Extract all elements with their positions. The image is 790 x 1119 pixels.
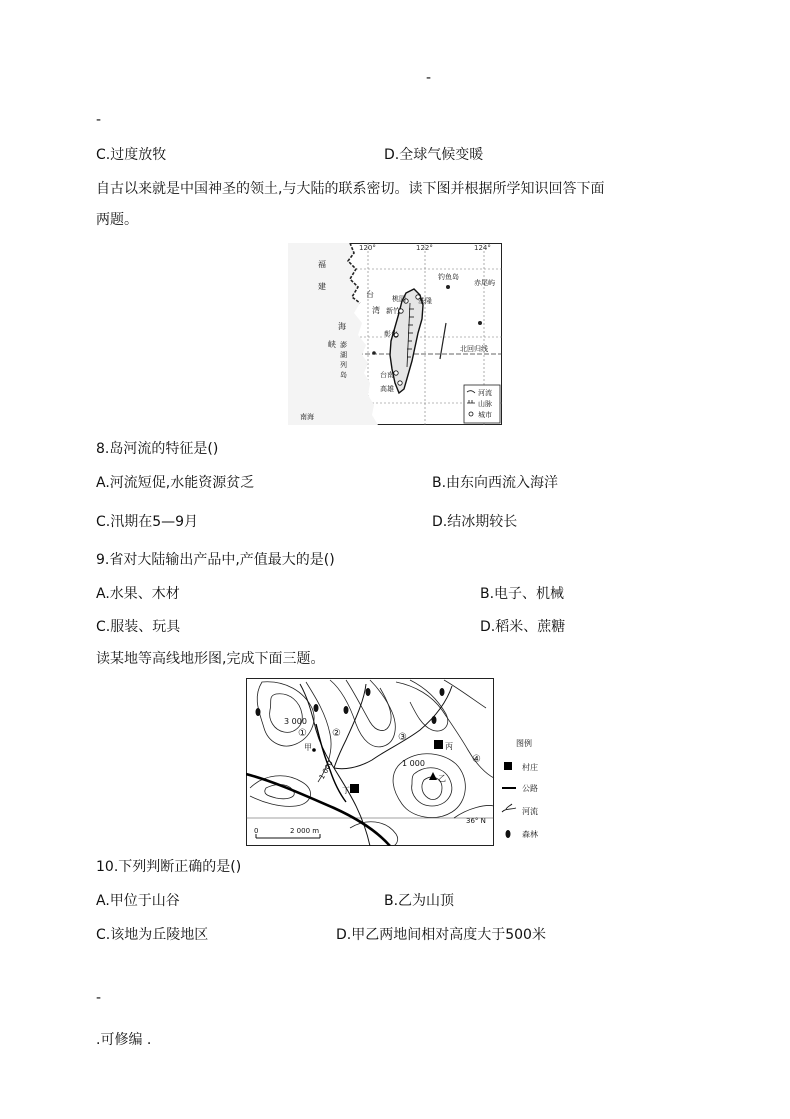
legend-village-symbol	[504, 762, 512, 770]
label-strait: 湾	[372, 306, 380, 315]
q8-stem: 8.岛河流的特征是()	[96, 441, 219, 457]
forest-symbol	[256, 708, 261, 716]
legend-city: 城市	[478, 411, 492, 419]
label-ding: 丁	[342, 786, 350, 795]
header-mark: -	[426, 70, 432, 86]
label-yi: 乙	[438, 774, 446, 783]
q10-stem: 10.下列判断正确的是()	[96, 859, 242, 875]
label-river-3: ③	[398, 732, 407, 743]
city-gaoxiong-marker	[398, 381, 402, 385]
scale-distance: 2 000 m	[290, 827, 320, 835]
city-tainan-marker	[394, 371, 398, 375]
label-diaoyu: 钓鱼岛	[438, 273, 459, 281]
lon-label: 122°	[416, 244, 433, 252]
q9-option-b: B.电子、机械	[480, 586, 565, 602]
island-diaoyu	[446, 285, 450, 289]
village-bing	[434, 740, 443, 749]
q9-option-d: D.稻米、蔗糖	[480, 619, 566, 635]
label-fujian: 福	[318, 260, 326, 269]
q8-option-d: D.结冰期较长	[432, 514, 518, 530]
label-river-1: ①	[298, 728, 307, 739]
island-chiwei	[478, 321, 482, 325]
intro-contour: 读某地等高线地形图,完成下面三题。	[96, 651, 325, 667]
label-river-2: ②	[332, 728, 341, 739]
label-strait: 台	[366, 290, 374, 299]
point-jia	[312, 748, 316, 752]
q8-option-b: B.由东向西流入海洋	[432, 475, 559, 491]
label-xinzhu: 新竹	[386, 307, 400, 315]
scale-zero: 0	[254, 827, 259, 835]
label-penghu: 湖	[340, 351, 347, 359]
label-tainan: 台南	[380, 371, 394, 379]
legend-road: 公路	[522, 784, 538, 793]
label-zhanghua: 彰化	[384, 330, 398, 338]
penghu-islands	[372, 351, 376, 355]
label-fujian: 建	[318, 282, 326, 291]
q9-option-c: C.服装、玩具	[96, 619, 181, 635]
contour-label-1000-road: 1 000	[317, 759, 335, 781]
label-penghu: 澎	[340, 341, 347, 349]
legend-title: 图例	[516, 739, 532, 748]
contour-label-3000: 3 000	[284, 717, 307, 726]
footer-mark: -	[96, 990, 102, 1006]
footer-editable: .可修编 .	[96, 1032, 152, 1048]
intro-line-2: 两题。	[96, 212, 138, 228]
intro-line-1: 自古以来就是中国神圣的领土,与大陆的联系密切。读下图并根据所学知识回答下面	[96, 181, 605, 197]
label-latitude: 36° N	[466, 817, 486, 825]
q9-stem: 9.省对大陆输出产品中,产值最大的是()	[96, 552, 335, 568]
label-strait: 海	[338, 322, 346, 331]
label-taoyuan: 桃园	[392, 295, 406, 303]
top-mark: -	[96, 112, 102, 128]
q7-option-c: C.过度放牧	[96, 147, 167, 163]
label-jilong: 基隆	[418, 297, 432, 305]
label-nanhai: 南海	[300, 413, 314, 421]
legend-river: 河流	[478, 389, 492, 397]
q10-option-d: D.甲乙两地间相对高度大于500米	[336, 927, 546, 943]
q8-option-c: C.汛期在5—9月	[96, 514, 199, 530]
forest-symbol	[344, 706, 349, 714]
lon-label: 124°	[474, 244, 491, 252]
q10-option-a: A.甲位于山谷	[96, 893, 180, 909]
legend-river-symbol	[502, 804, 516, 812]
label-penghu: 列	[340, 361, 347, 369]
label-gaoxiong: 高雄	[380, 385, 394, 393]
forest-symbol	[366, 688, 371, 696]
q7-option-d: D.全球气候变暖	[384, 147, 484, 163]
label-penghu: 岛	[340, 371, 347, 379]
legend-city-symbol	[469, 412, 473, 416]
forest-symbol	[432, 716, 437, 724]
contour-map	[246, 678, 556, 846]
label-tropic: 北回归线	[460, 345, 488, 353]
forest-symbol	[440, 688, 445, 696]
q10-option-c: C.该地为丘陵地区	[96, 927, 209, 943]
forest-symbol	[314, 704, 319, 712]
legend-forest: 森林	[522, 830, 538, 839]
label-bing: 丙	[445, 742, 453, 751]
q9-option-a: A.水果、木材	[96, 586, 180, 602]
q8-option-a: A.河流短促,水能资源贫乏	[96, 475, 255, 491]
q10-option-b: B.乙为山顶	[384, 893, 455, 909]
legend-river: 河流	[522, 807, 538, 816]
village-ding	[350, 784, 359, 793]
label-strait: 峡	[328, 340, 336, 349]
label-jia: 甲	[304, 743, 312, 752]
lon-label: 120°	[359, 244, 376, 252]
taiwan-map	[288, 243, 502, 425]
legend-village: 村庄	[522, 763, 538, 772]
label-chiwei: 赤尾屿	[474, 279, 495, 287]
legend-forest-symbol	[506, 830, 511, 838]
contour-label-1000: 1 000	[402, 759, 425, 768]
label-river-4: ④	[472, 754, 481, 765]
legend-mountain: 山脉	[478, 400, 492, 408]
